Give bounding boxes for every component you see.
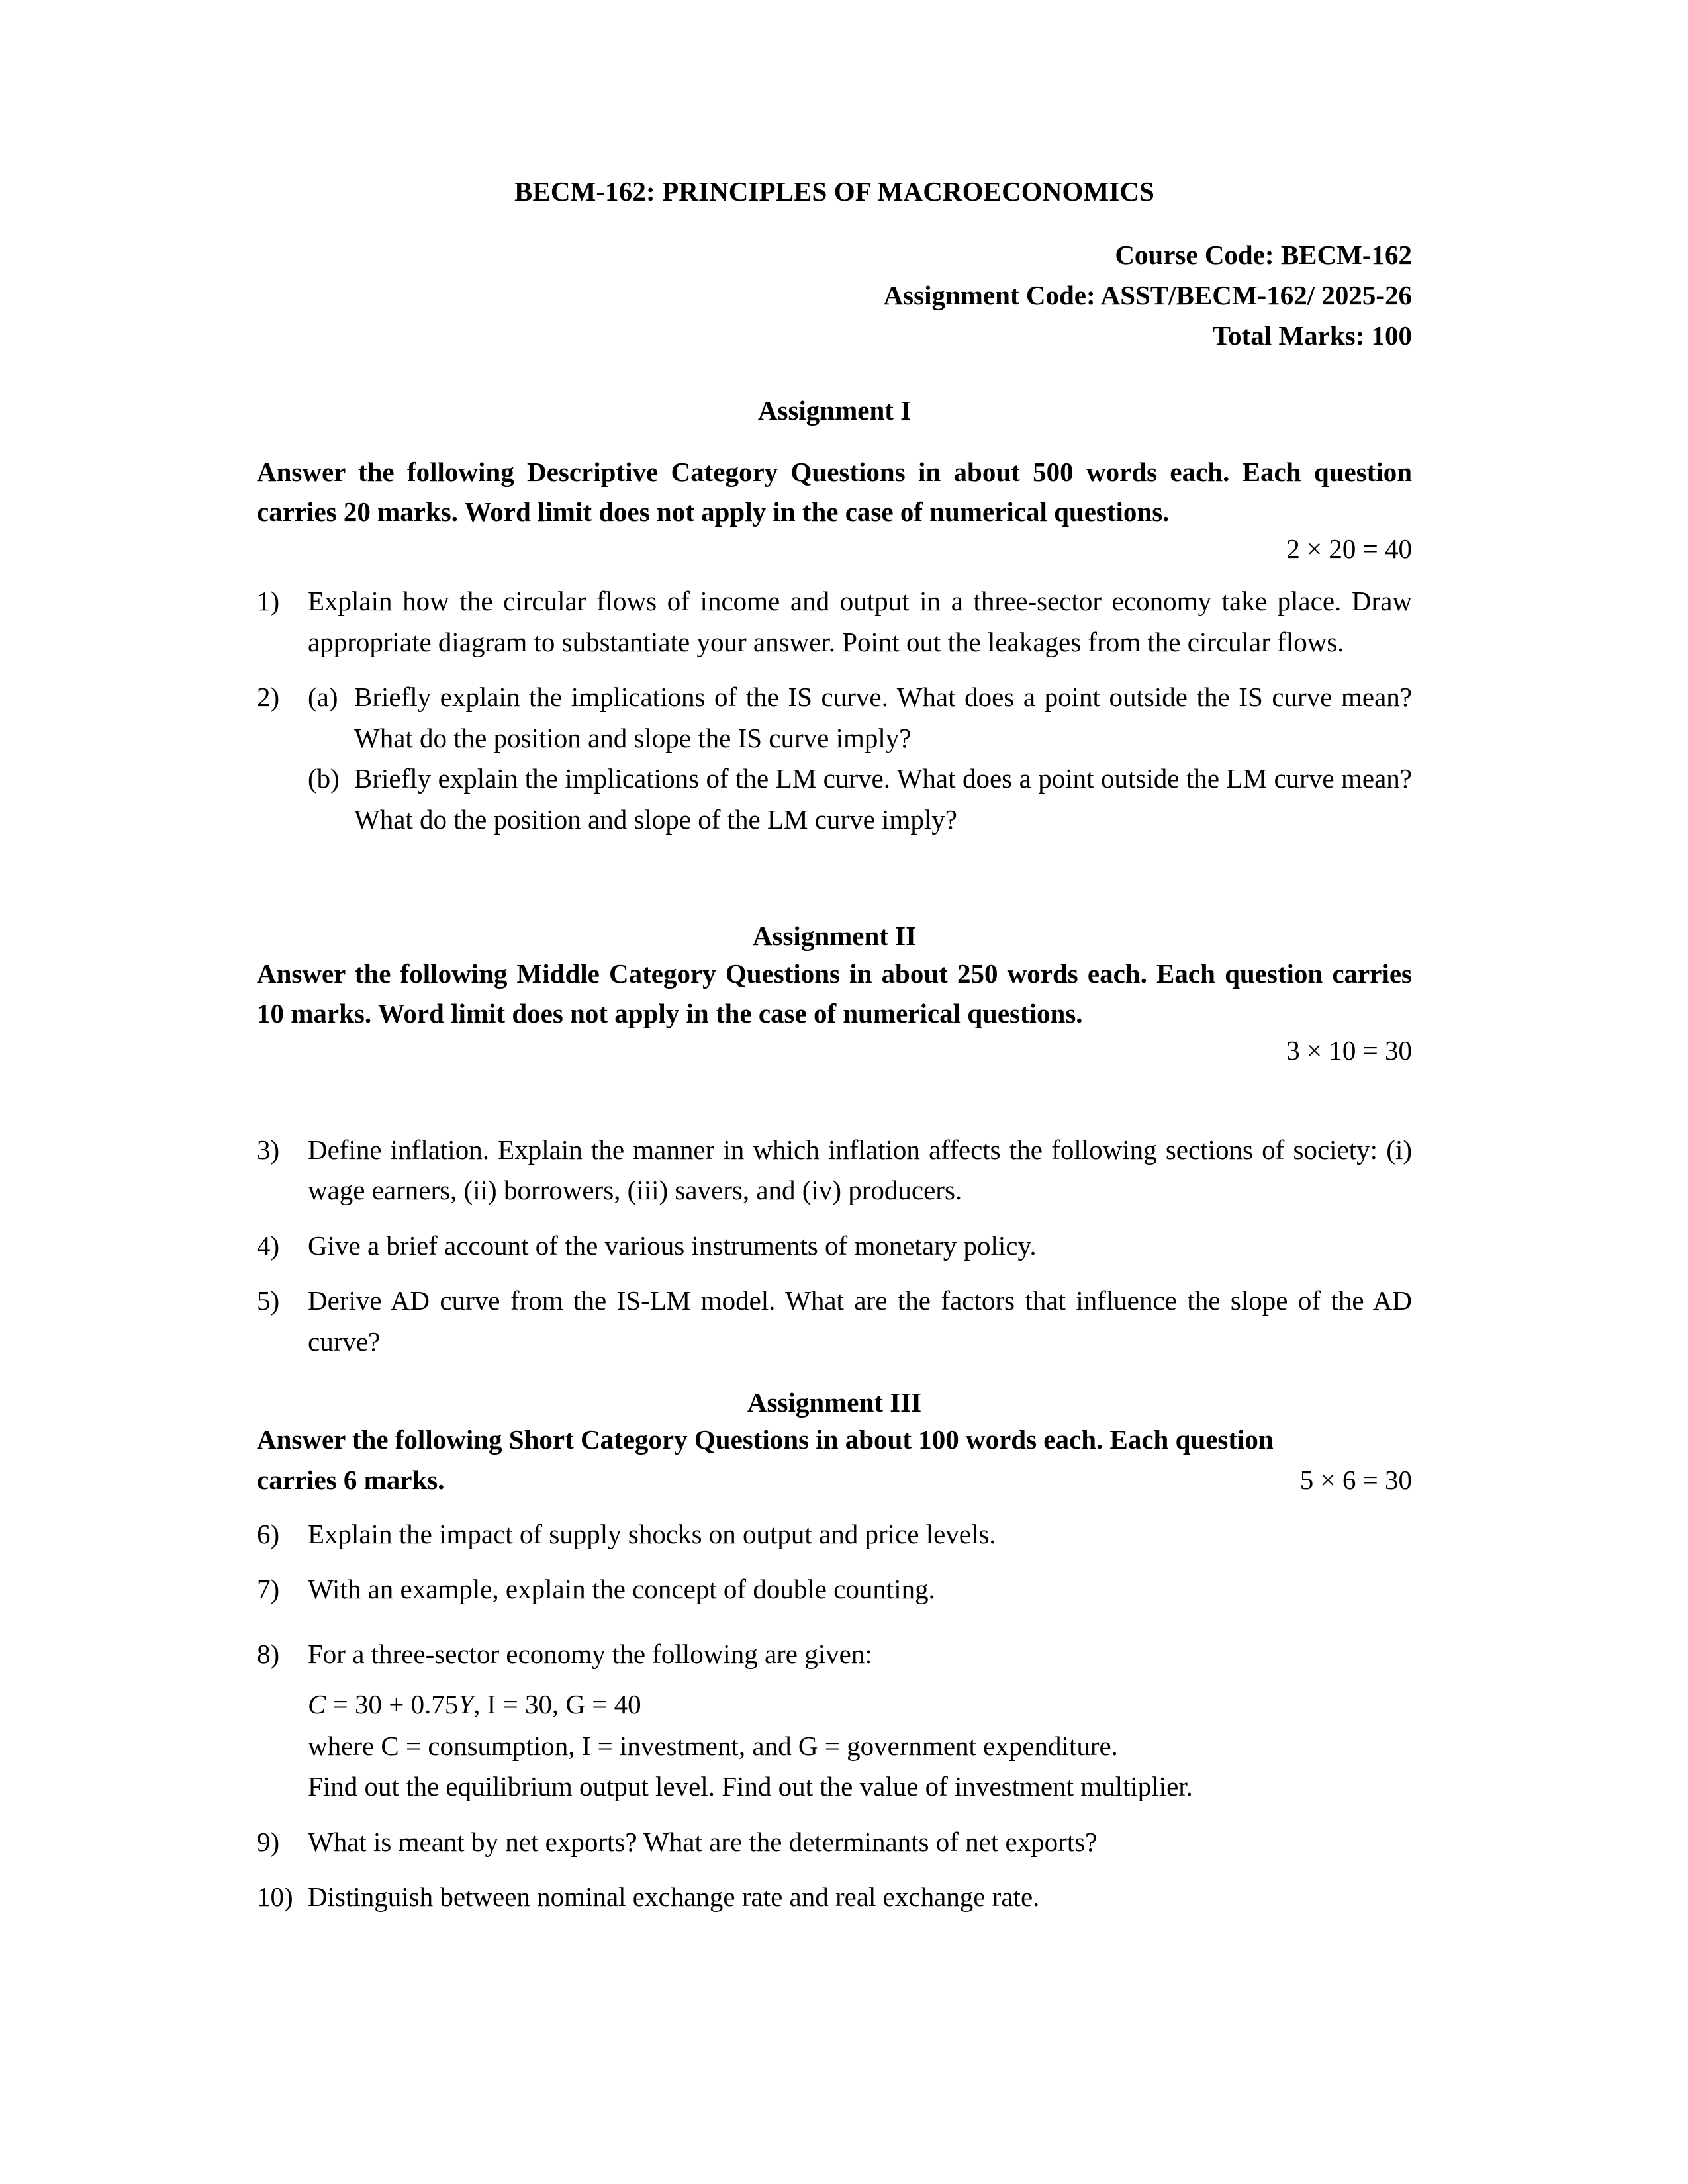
question-item (257, 581, 1412, 662)
question-number: 1) (257, 586, 280, 617)
formula-segment-2: , I = 30, G = 40 (473, 1689, 641, 1720)
assignment-3-heading: Assignment III (747, 1387, 922, 1418)
assignment-1-marks: 2 × 20 = 40 (1286, 533, 1412, 565)
question-item (257, 1281, 1412, 1362)
total-marks: Total Marks: 100 (1212, 320, 1412, 351)
question-8-formula (308, 1684, 1412, 1726)
question-part-label: (b) (308, 763, 340, 794)
question-item (257, 1822, 1412, 1863)
question-item (257, 677, 1412, 840)
formula-variable-y: Y (458, 1689, 474, 1720)
assignment-3-marks: 5 × 6 = 30 (1299, 1464, 1412, 1495)
course-code: Course Code: BECM-162 (1115, 240, 1412, 271)
question-number: 3) (257, 1134, 280, 1165)
question-number: 4) (257, 1230, 280, 1261)
assignment-3-instruction-line-1: Answer the following Short Category Questions in about 100 words each. Each question (257, 1424, 1274, 1455)
page-content (257, 0, 1412, 1918)
question-text: Define inflation. Explain the manner in which inflation affects the following sections of society: (i) wage earners, (ii) borrowers, (iii) savers, and (iv) producers. (308, 1134, 1412, 1206)
question-number: 6) (257, 1518, 280, 1549)
question-text: Explain how the circular flows of income and output in a three-sector economy take place. Draw appropriate diagram to substantiate your answer. Point out the leakages from the circular flows. (308, 586, 1412, 657)
document-header-meta (257, 235, 1412, 355)
question-item (257, 1514, 1412, 1555)
question-part (308, 677, 1412, 758)
question-text: Explain the impact of supply shocks on output and price levels. (308, 1518, 996, 1549)
question-number: 7) (257, 1574, 280, 1605)
formula-variable-c: C (308, 1689, 326, 1720)
question-part (308, 758, 1412, 840)
assignment-3-instruction-line-2-row (257, 1460, 1412, 1500)
question-text: Give a brief account of the various instruments of monetary policy. (308, 1230, 1037, 1261)
assignment-2-instruction: Answer the following Middle Category Questions in about 250 words each. Each question carries 10 marks. Word limit does not apply in the case of numerical questions. (257, 958, 1412, 1028)
formula-segment-1: = 30 + 0.75 (326, 1689, 459, 1720)
question-part-label: (a) (308, 682, 338, 713)
assignment-1-instruction: Answer the following Descriptive Category Questions in about 500 words each. Each question carries 20 marks. Word limit does not apply in the case of numerical questions. (257, 456, 1412, 527)
question-number: 10) (257, 1882, 293, 1913)
question-text: With an example, explain the concept of double counting. (308, 1574, 935, 1605)
question-text: What is meant by net exports? What are the determinants of net exports? (308, 1826, 1098, 1857)
question-text: Derive AD curve from the IS-LM model. What are the factors that influence the slope of the AD curve? (308, 1285, 1412, 1357)
assignment-3-instruction-line-2: carries 6 marks. (257, 1464, 445, 1495)
question-part-text: Briefly explain the implications of the LM curve. What does a point outside the LM curve mean? What do the position and slope of the LM curve imply? (354, 763, 1412, 835)
question-text: For a three-sector economy the following are given: (308, 1638, 872, 1669)
question-item (257, 1569, 1412, 1610)
question-number: 8) (257, 1638, 280, 1669)
question-item (257, 1877, 1412, 1918)
question-part-text: Briefly explain the implications of the IS curve. What does a point outside the IS curve mean? What do the position and slope the IS curve imply? (354, 682, 1412, 753)
question-text: Distinguish between nominal exchange rate and real exchange rate. (308, 1882, 1040, 1913)
assignment-2-marks: 3 × 10 = 30 (1286, 1035, 1412, 1066)
question-item (257, 1130, 1412, 1211)
question-number: 9) (257, 1826, 280, 1857)
page-title: BECM-162: PRINCIPLES OF MACROECONOMICS (514, 176, 1154, 206)
question-number: 5) (257, 1285, 280, 1316)
question-8-where-line: where C = consumption, I = investment, and G = government expenditure. (308, 1730, 1118, 1761)
assignment-2-heading: Assignment II (752, 921, 917, 952)
question-item (257, 1226, 1412, 1267)
question-item (257, 1634, 1412, 1807)
question-number: 2) (257, 682, 280, 713)
question-8-find-line: Find out the equilibrium output level. Find out the value of investment multiplier. (308, 1771, 1193, 1802)
assignment-code: Assignment Code: ASST/BECM-162/ 2025-26 (883, 280, 1412, 311)
assignment-1-heading: Assignment I (757, 395, 912, 426)
